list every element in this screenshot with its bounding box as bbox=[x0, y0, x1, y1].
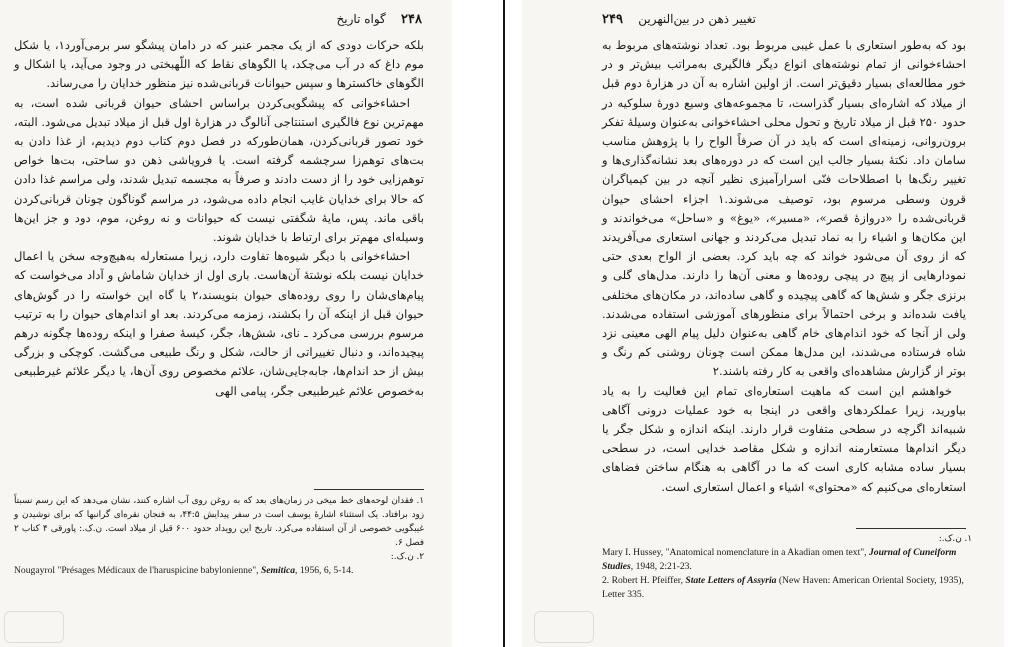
reference-text: , 1956, 6, 5-14. bbox=[295, 565, 354, 576]
paragraph: احشاءخوانی با دیگر شیوه‌ها تفاوت دارد، زیرا مستعارله به‌هیچ‌وجه سخن یا اعمال خدایان نیست بلکه نوشتهٔ آن‌هاست. باری اول از خدایان شاماش و آداد می‌خواست که پیام‌های‌شان را روی روده‌های حیوان بنویسند،۲ یا گاه این خواسته را در گوش‌های حیوان قبل از اینکه آن را بکشند، زمزمه می‌کردند. بعد او اندام‌های حیوان را به ترتیب مرسوم بررسی می‌کرد ـ نای، شش‌ها، جگر، کیسهٔ صفرا و اینکه روده‌ها چگونه درهم پیچیده‌اند، و دنبال تغییراتی از حالت، شکل و رنگ طبیعی می‌گشت. کوچکی و بزرگی بیش از حد اندام‌ها، جابه‌جایی‌شان، علائم مخصوص روی آن‌ها، یا دیگر علائم غیرطبیعی به‌خصوص علائم غیرطبیعی جگر، پیامی الهی bbox=[14, 249, 424, 398]
reference-text: Nougayrol "Présages Médicaux de l'haruspicine babylonienne", bbox=[14, 565, 261, 576]
reference-text: , 1948, 2:21-23. bbox=[630, 561, 692, 572]
footnote-label: ۱. ن.ک.: bbox=[938, 534, 972, 544]
footnote-divider bbox=[856, 528, 966, 529]
body-text bbox=[602, 36, 966, 497]
footnote-1-reference bbox=[602, 546, 972, 574]
page-number: ۲۴۸ bbox=[401, 12, 422, 27]
footnote-divider bbox=[314, 489, 424, 490]
running-title: تغییر ذهن در بین‌النهرین bbox=[638, 12, 756, 26]
footnote-2-reference bbox=[14, 564, 424, 578]
page-header bbox=[337, 12, 422, 32]
footnotes bbox=[602, 532, 972, 602]
page-number: ۲۴۹ bbox=[602, 12, 623, 27]
paragraph: بود که به‌طور استعاری با عمل غیبی مربوط بود. تعداد نوشته‌های مربوط به احشاءخوانی از تمام نوشته‌های انواع دیگر فالگیری به‌مراتب بیش‌تر و در خور مطالعه‌ای بسیار دقیق‌تر است. از اولین اشاره به آن در هزارهٔ دوم قبل از میلاد که اشاره‌ای بسیار گذراست، تا مجموعه‌های وسیع دورهٔ سلوکیه در حدود ۲۵۰ قبل از میلاد تاریخ و تحول محلی احشاءخوانی به‌عنوان وسیلهٔ تفکر برون‌روانی، زمینه‌ای است که باید در آن صرفاً الواح را با پژوهش مناسب سامان داد. نکتهٔ بسیار جالب این است که در دوره‌های بعد نشانه‌گذاری‌ها و تغییر رنگ‌ها با اصطلاحات فنّی اسرارآمیزی نظیر آنچه در بین کیمیاگران قرون وسطی مرسوم بود، توصیف می‌شوند.۱ اجزاء احشای حیوان قربانی‌شده را «دروازهٔ قصر»، «مسیر»، «یوغ» و «ساحل» می‌خواندند و این مکان‌ها و اشیاء را به نماد تبدیل می‌کردند و جهانی استعاری می‌آفریدند که از روی آن می‌شود خواند که چه باید کرد. بعضی از الواح بعدی حتی نمودارهایی از پیچ در پیچی روده‌ها و معنی آن‌ها را دارند. مدل‌های گلی و برنزی جگر و شش‌ها که گاهی پیچیده و گاهی ساده‌اند، در مکان‌های مختلفی یافت شده‌اند و برخی احتمالاً برای منظورهای آموزشی استفاده می‌شدند. ولی از آنجا که خود اندام‌های خام گاهی به‌عنوان دلیل پیام الهی معینی نزد شاه فرستاده می‌شدند، این مدل‌ها ممکن است چونان روشنی کم رنگ و بوتر از گزارش مشاهده‌ای واقعی به کار رفته باشند.۲ bbox=[602, 38, 966, 379]
book-title: State Letters of Assyria bbox=[685, 575, 777, 586]
footnote-2-reference bbox=[602, 574, 972, 602]
right-page bbox=[522, 0, 1004, 647]
page-edge bbox=[1004, 0, 1024, 647]
page-header bbox=[602, 12, 756, 32]
footnotes bbox=[14, 494, 424, 578]
footnote-2-label: ۲. ن.ک.: bbox=[390, 552, 424, 562]
reference-text: (New Haven: American Oriental Society, 1935), Letter 335. bbox=[602, 575, 964, 600]
spine-line bbox=[503, 0, 505, 647]
journal-title: Semitica bbox=[260, 565, 296, 576]
gutter bbox=[452, 0, 522, 647]
library-stamp bbox=[534, 611, 594, 643]
reference-text: Mary I. Hussey, "Anatomical nomenclature in a Akadian omen text", bbox=[602, 547, 869, 558]
library-stamp bbox=[4, 611, 64, 643]
left-page bbox=[0, 0, 452, 647]
footnote-1: ۱. فقدان لوحه‌های خط میخی در زمان‌های بعد که به روغن روی آب اشاره کنند، نشان می‌دهد که این رسم نسبتاً زود برافتاد. یک استثناء اشارهٔ یوسف است در سفر پیدایش ۴۴:۵، به فنجان نقره‌ای گرانبها که برای نوشیدن و غیبگویی خصوصی از آن استفاده می‌کرد. تاریخ این رویداد حدود ۶۰۰ قبل از میلاد است. ن.ک.: پاورقی ۴ کتاب ۲ فصل ۶. bbox=[14, 496, 424, 548]
paragraph: خواهشم این است که ماهیت استعاره‌ای تمام این فعالیت را به یاد بیاورید، زیرا عملکردهای واقعی در اینجا به خود عملیات درونی آگاهی شبیه‌اند اگرچه در سطحی متفاوت قرار دارند. اینکه اندازه و شکل جگر یا دیگر اندام‌ها مستعارمنه اندازه و شکل مقاصد خدایی است، در سطحی بسیار ساده مشابه کاری است که ما در آگاهی به هنگام ساختن فضاهای استعاره‌ای می‌کنیم که «محتوای» اشیاء و اعمال استعاری است. bbox=[602, 383, 966, 494]
paragraph: بلکه حرکات دودی که از یک مجمر عنبر که در دامان پیشگو سر برمی‌آورد۱، یا شکل موم داغ که در آب می‌چکد، یا الگوهای نقاط که اللّهبختی در وجود می‌آید، یا اشکال و الگوهای خاکسترها و سپس حیوانات قربانی‌شده نیز منظور خدایان را می‌رساند. bbox=[14, 38, 424, 91]
running-title: گواه تاریخ bbox=[336, 12, 386, 26]
reference-text: 2. Robert H. Pfeiffer, bbox=[602, 575, 686, 586]
body-text bbox=[14, 36, 424, 401]
paragraph: احشاءخوانی که پیشگویی‌کردن براساس احشای حیوان قربانی شده است، به مهم‌ترین نوع فالگیری استنتاجی آنالوگ در هزارهٔ اول قبل از میلاد تبدیل می‌شود. البته، خود تصور قربانی‌کردن، همان‌طورکه در فصل دوم کتاب دوم دیدیم، از غذا دادن به بت‌های توهم‌زا سرچشمه گرفته است. یا فرویاشی ذهن دو ساحتی، بت‌ها خواص توهم‌زایی خود را از دست دادند و صرفاً به مجسمه تبدیل شدند، ولی مراسم غذا دادن که حالا برای خدایان غایب انجام داده می‌شود، در مراسم گوناگون چونان قربانی‌کردن باقی ماند. پس، مایهٔ شگفتی نیست که حیوانات و نه روغن، موم، دود و جز این‌ها وسیله‌ای مهم‌تر برای ارتباط با خدایان شوند. bbox=[14, 95, 424, 245]
journal-title: Journal of Cuneiform Studies bbox=[602, 547, 957, 572]
